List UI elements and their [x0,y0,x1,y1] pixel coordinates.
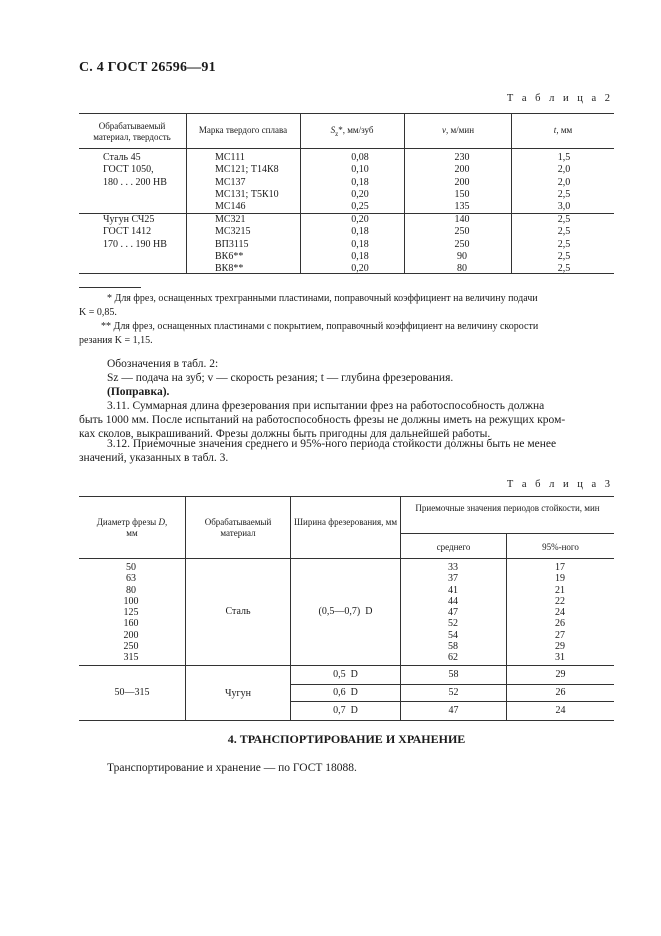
t3-iron-width-1: 0,5 D [333,669,358,680]
para-3-11-line3: ках сколов, выкрашиваний. Фрезы должны быть пригодны для дальнейшей работы. [79,428,491,440]
t2-sz-steel: 0,08 0,10 0,18 0,20 0,25 [351,152,369,213]
para-3-12-line2: значений, указанных в табл. 3. [79,452,229,464]
t2-header-sz: $S_z*$, мм/зуб [330,125,374,138]
page-header: С. 4 ГОСТ 26596—91 [79,60,216,75]
t2-grades-iron: МС321 МС3215 ВП3115 ВК6** ВК8** [215,214,251,275]
t2-header-t: t, мм [553,125,573,135]
t3-steel-width: (0,5—0,7) D [318,606,373,617]
para-3-11-line2: быть 1000 мм. После испытаний на работоспособность фрезы не должны иметь на режущих кром- [79,414,566,426]
t3-iron-avg-3: 47 [448,705,459,716]
t3-iron-diameter: 50—315 [114,687,150,698]
t3-header-material: Обрабатываемый материал [204,517,272,538]
t3-header-periods: Приемочные значения периодов стойкости, мин [415,503,600,513]
footnote-1: * Для фрез, оснащенных трехгранными пластинами, поправочный коэффициент на величину подачи [107,293,538,304]
table2-caption: Т а б л и ц а 2 [506,93,613,104]
t2-grades-steel: МС111 МС121; Т14К8 МС137 МС131; Т5К10 МС146 [215,152,279,213]
designations-legend: Sz — подача на зуб; v — скорость резания; t — глубина фрезерования. [107,372,454,384]
t3-iron-p95-2: 26 [555,687,566,698]
designations-intro: Обозначения в табл. 2: [107,358,219,370]
t2-v-iron: 140 250 250 90 80 [454,214,470,275]
t3-iron-avg-2: 52 [448,687,459,698]
t3-iron-p95-1: 29 [555,669,566,680]
t2-material-iron: Чугун СЧ25 ГОСТ 1412 170 . . . 190 НВ [103,214,167,250]
footnote-2b: резания K = 1,15. [79,335,153,346]
section-4-title: 4. ТРАНСПОРТИРОВАНИЕ И ХРАНЕНИЕ [227,732,466,746]
t3-iron-width-3: 0,7 D [333,705,358,716]
t3-iron-material: Чугун [225,688,251,699]
t2-header-v: v, м/мин [441,125,475,135]
t2-t-steel: 1,5 2,0 2,0 2,5 3,0 [557,152,571,213]
t3-steel-diameters: 50 63 80 100 125 160 200 250 315 [123,562,139,664]
t3-header-avg: среднего [436,542,471,552]
t2-t-iron: 2,5 2,5 2,5 2,5 2,5 [557,214,571,275]
amendment-note: (Поправка). [107,386,170,398]
footnote-1b: K = 0,85. [79,307,117,318]
t3-iron-avg-1: 58 [448,669,459,680]
t2-header-material: Обрабатываемый материал, твердость [93,121,171,142]
t3-iron-width-2: 0,6 D [333,687,358,698]
t2-material-steel: Сталь 45 ГОСТ 1050, 180 . . . 200 НВ [103,152,167,188]
t3-steel-material: Сталь [225,606,251,617]
para-3-12-line1: 3.12. Приемочные значения среднего и 95%-ного периода стойкости должны быть не менее [107,438,557,450]
footnote-rule [79,287,141,288]
para-3-11-line1: 3.11. Суммарная длина фрезерования при испытании фрез на работоспособность должна [107,400,545,412]
t3-header-width: Ширина фрезерования, мм [293,517,398,527]
t3-header-p95: 95%-ного [542,542,579,552]
t3-steel-avg: 33 37 41 44 47 52 54 58 62 [448,562,458,664]
t3-steel-p95: 17 19 21 22 24 26 27 29 31 [555,562,565,664]
t2-v-steel: 230 200 200 150 135 [454,152,470,213]
footnote-2: ** Для фрез, оснащенных пластинами с покрытием, поправочный коэффициент на величину скорости [101,321,539,332]
t2-sz-iron: 0,20 0,18 0,18 0,18 0,20 [351,214,369,275]
table3-caption: Т а б л и ц а 3 [506,479,613,490]
t3-iron-p95-3: 24 [555,705,566,716]
t2-header-grade: Марка твердого сплава [198,125,288,135]
t3-header-diameter: Диаметр фрезы D, мм [96,517,168,538]
section-4-text: Транспортирование и хранение — по ГОСТ 18088. [107,762,357,774]
